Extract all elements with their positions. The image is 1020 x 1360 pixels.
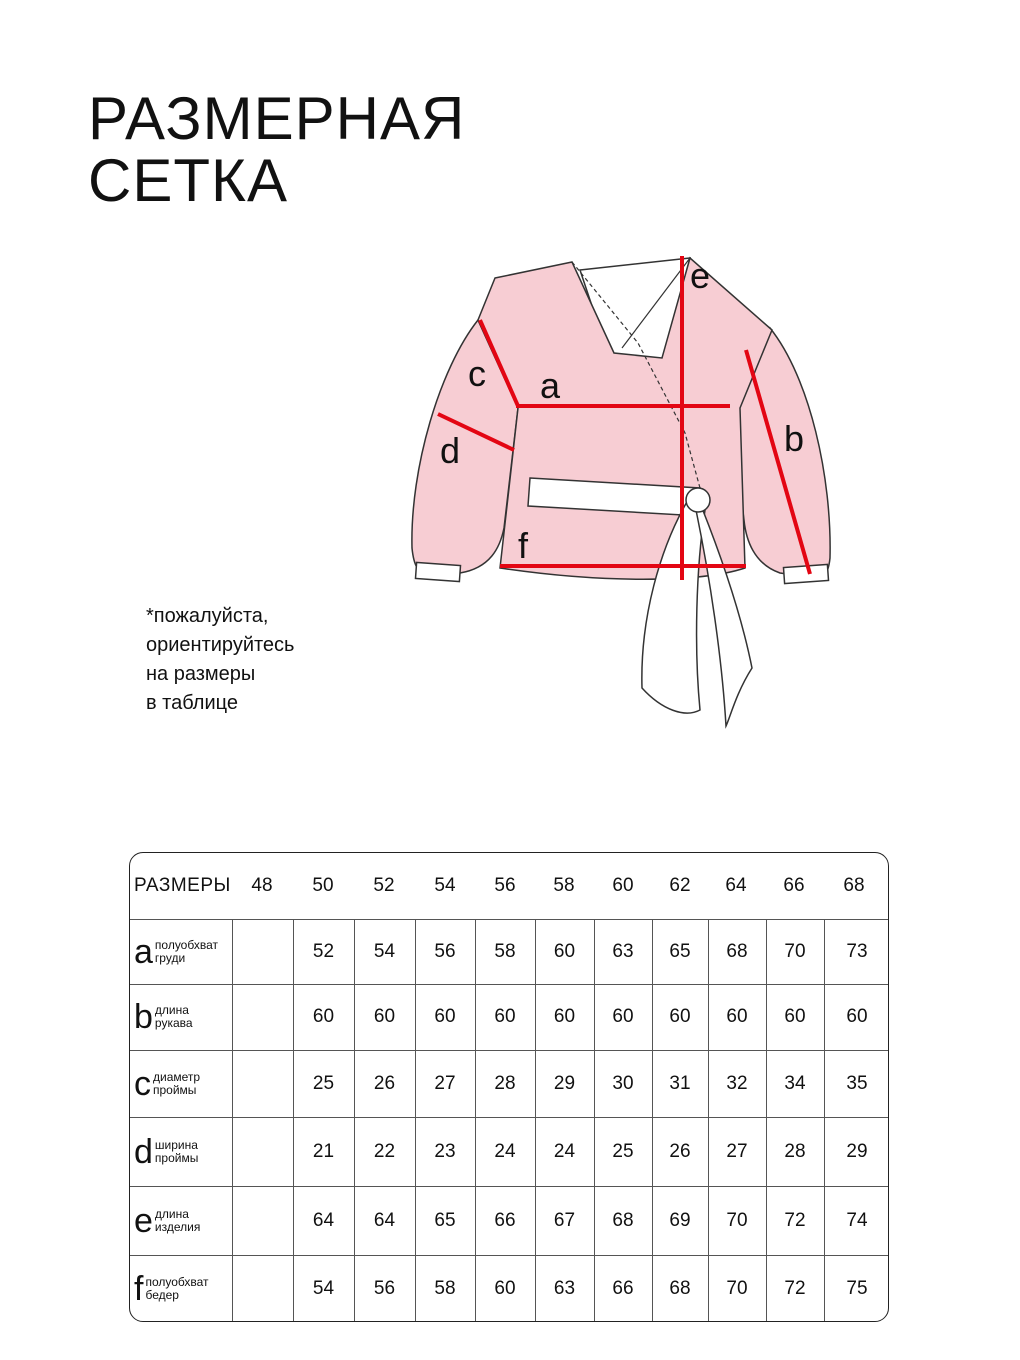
note-line-2: ориентируйтесь xyxy=(146,634,295,656)
table-cell: 70 xyxy=(784,940,806,962)
title-line-1: РАЗМЕРНАЯ xyxy=(88,85,466,152)
header-label: РАЗМЕРЫ xyxy=(134,875,231,896)
row-header xyxy=(130,1117,232,1186)
table-cell: 66 xyxy=(612,1278,634,1299)
table-cell: 52 xyxy=(312,940,335,962)
row-description-line-1: диаметр xyxy=(153,1069,201,1084)
table-cell: 60 xyxy=(784,1006,806,1027)
label-e: e xyxy=(690,255,711,296)
row-description-line-2: изделия xyxy=(154,1219,201,1234)
table-cell: 27 xyxy=(726,1140,748,1162)
right-cuff xyxy=(783,564,828,583)
size-header-cell: 60 xyxy=(612,875,634,896)
table-cell: 58 xyxy=(434,1278,456,1299)
size-header-cell: 62 xyxy=(669,875,691,896)
garment-drawing xyxy=(400,248,860,738)
title-line-2: СЕТКА xyxy=(88,147,288,214)
table-cell: 65 xyxy=(669,940,691,962)
table-cell: 68 xyxy=(669,1278,691,1299)
column-divider xyxy=(232,1255,233,1322)
row-description-line-2: рукава xyxy=(154,1016,193,1030)
column-divider xyxy=(232,919,233,984)
table-cell: 60 xyxy=(726,1006,748,1027)
table-cell: 60 xyxy=(612,1006,634,1027)
table-cell: 24 xyxy=(553,1140,576,1162)
table-cell: 28 xyxy=(494,1072,516,1094)
table-cell: 60 xyxy=(494,1278,516,1299)
label-b: b xyxy=(784,418,805,459)
note-line-3: на размеры xyxy=(146,663,256,685)
column-divider xyxy=(232,1050,233,1117)
row-description xyxy=(155,1208,200,1234)
table-cell: 26 xyxy=(669,1140,691,1162)
table-cell: 29 xyxy=(553,1072,576,1094)
row-letter: b xyxy=(134,998,153,1036)
row-letter: e xyxy=(134,1201,153,1240)
row-description xyxy=(155,1139,198,1165)
table-cell: 54 xyxy=(312,1278,335,1299)
table-cell: 31 xyxy=(669,1072,691,1094)
row-description-line-2: груди xyxy=(154,950,186,965)
row-letter: f xyxy=(134,1270,144,1308)
table-row xyxy=(130,1050,888,1118)
table-cell: 60 xyxy=(553,940,576,962)
table-cell: 64 xyxy=(373,1209,396,1231)
table-cell: 70 xyxy=(726,1209,748,1231)
size-header-cell: 54 xyxy=(434,875,456,896)
table-cell: 22 xyxy=(373,1140,396,1162)
garment-illustration xyxy=(400,248,860,738)
size-table xyxy=(129,852,889,1322)
table-cell: 60 xyxy=(669,1006,691,1027)
table-cell: 56 xyxy=(434,940,456,962)
row-description-line-1: полуобхват xyxy=(154,937,218,952)
table-row xyxy=(130,1255,888,1322)
size-header-cell: 66 xyxy=(783,875,805,896)
table-cell: 68 xyxy=(726,940,748,962)
size-note xyxy=(146,602,386,718)
table-cell: 56 xyxy=(373,1278,396,1299)
row-description-line-1: длина xyxy=(154,1206,189,1221)
table-row xyxy=(130,1117,888,1187)
row-description-line-2: проймы xyxy=(153,1082,197,1097)
table-cell: 72 xyxy=(784,1278,806,1299)
row-description xyxy=(145,1276,208,1302)
table-cell: 34 xyxy=(784,1072,806,1094)
table-cell: 73 xyxy=(846,940,868,962)
table-cell: 25 xyxy=(312,1072,335,1094)
table-cell: 60 xyxy=(494,1006,516,1027)
row-header xyxy=(130,919,232,984)
table-row xyxy=(130,1186,888,1256)
table-cell: 67 xyxy=(553,1209,576,1231)
row-letter: d xyxy=(134,1132,153,1171)
table-cell: 29 xyxy=(846,1140,868,1162)
table-cell: 26 xyxy=(373,1072,396,1094)
table-cell: 63 xyxy=(553,1278,576,1299)
table-cell: 69 xyxy=(669,1209,691,1231)
note-line-4: в таблице xyxy=(146,692,238,714)
label-a: a xyxy=(540,365,561,406)
table-cell: 64 xyxy=(312,1209,335,1231)
table-cell: 60 xyxy=(434,1006,456,1027)
size-header-cell: 50 xyxy=(312,875,334,896)
table-cell: 60 xyxy=(373,1006,396,1027)
label-d: d xyxy=(440,430,461,471)
row-description-line-1: полуобхват xyxy=(145,1275,209,1289)
table-cell: 32 xyxy=(726,1072,748,1094)
row-description xyxy=(155,939,218,965)
row-header xyxy=(130,1050,232,1117)
table-cell: 60 xyxy=(312,1006,335,1027)
row-description-line-2: проймы xyxy=(154,1150,199,1165)
table-cell: 68 xyxy=(612,1209,634,1231)
table-cell: 72 xyxy=(784,1209,806,1231)
row-header xyxy=(130,1186,232,1255)
table-row xyxy=(130,919,888,985)
size-header-cell: 52 xyxy=(373,875,395,896)
row-description-line-2: бедер xyxy=(145,1288,179,1302)
row-letter: c xyxy=(134,1064,151,1103)
column-divider xyxy=(232,984,233,1050)
size-header-cell: 64 xyxy=(725,875,747,896)
table-cell: 60 xyxy=(553,1006,576,1027)
table-cell: 74 xyxy=(846,1209,868,1231)
size-header-cell: 68 xyxy=(843,875,865,896)
table-cell: 35 xyxy=(846,1072,868,1094)
size-header-cell: 58 xyxy=(553,875,575,896)
label-c: c xyxy=(468,353,486,394)
table-cell: 23 xyxy=(434,1140,456,1162)
table-row xyxy=(130,984,888,1051)
row-description xyxy=(155,1004,193,1030)
table-cell: 58 xyxy=(494,940,516,962)
table-cell: 24 xyxy=(494,1140,516,1162)
page-title xyxy=(88,85,508,214)
table-cell: 28 xyxy=(784,1140,806,1162)
table-cell: 54 xyxy=(373,940,396,962)
table-cell: 21 xyxy=(312,1140,335,1162)
table-cell: 30 xyxy=(612,1072,634,1094)
table-cell: 63 xyxy=(612,940,634,962)
table-cell: 75 xyxy=(846,1278,868,1299)
left-cuff xyxy=(415,562,460,581)
row-description-line-1: ширина xyxy=(154,1137,198,1152)
size-header-cell: 56 xyxy=(494,875,516,896)
table-cell: 70 xyxy=(726,1278,748,1299)
note-line-1: *пожалуйста, xyxy=(146,605,269,627)
row-description-line-1: длина xyxy=(154,1003,189,1017)
table-cell: 27 xyxy=(434,1072,456,1094)
belt-knot xyxy=(686,488,710,512)
column-divider xyxy=(232,1117,233,1186)
table-cell: 65 xyxy=(434,1209,456,1231)
table-cell: 60 xyxy=(846,1006,868,1027)
row-header xyxy=(130,984,232,1050)
table-header-row xyxy=(130,853,888,920)
size-header-cell: 48 xyxy=(251,875,273,896)
row-header xyxy=(130,1255,232,1322)
row-description xyxy=(153,1071,200,1097)
table-cell: 25 xyxy=(612,1140,634,1162)
table-cell: 66 xyxy=(494,1209,516,1231)
column-divider xyxy=(232,1186,233,1255)
label-f: f xyxy=(518,525,529,566)
row-letter: a xyxy=(134,932,153,971)
